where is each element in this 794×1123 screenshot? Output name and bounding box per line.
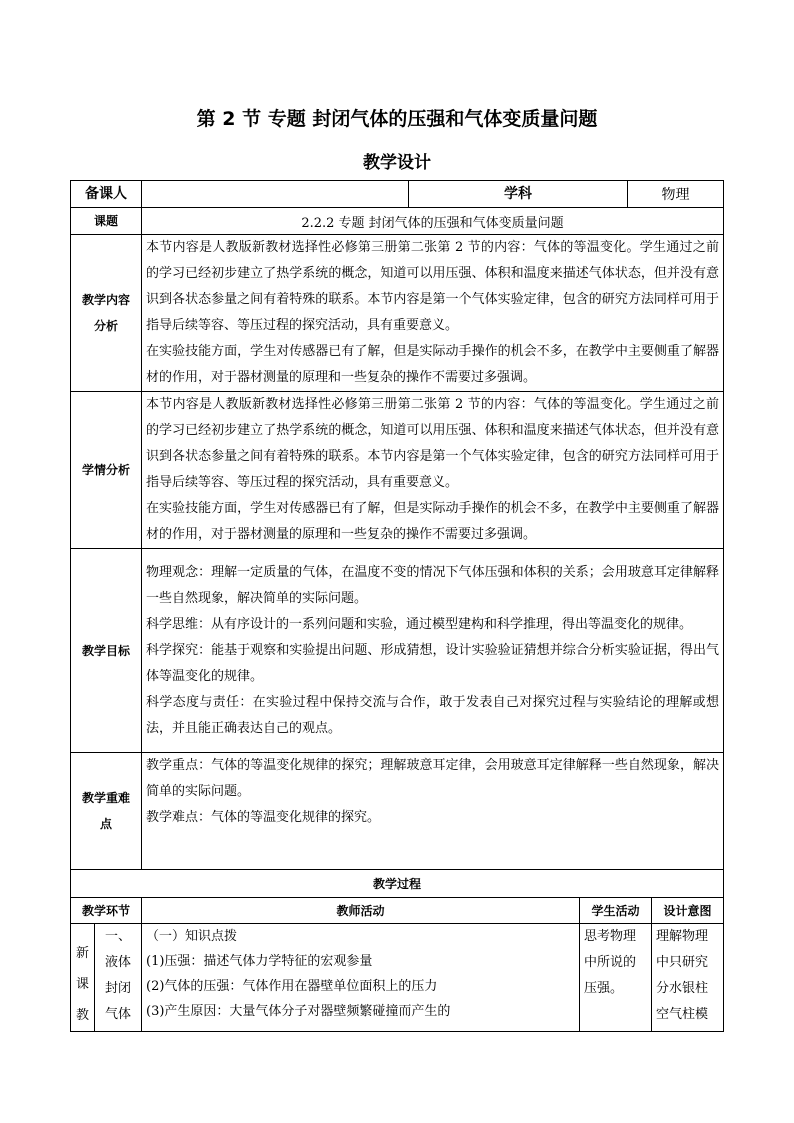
process-content-row xyxy=(71,924,724,1032)
paragraph: 本节内容是人教版新教材选择性必修第三册第二张第 2 节的内容：气体的等温变化。学生通过之前的学习已经初步建立了热学系统的概念，知道可以用压强、体积和温度来描述气体状态，但并没有意识到各状态参量之间有着特殊的联系。本节内容是第一个气体实验定律，包含的研究方法同样可用于指导后续等容、等压过程的探究活动，具有重要意义。 xyxy=(146,397,719,490)
header-student: 学生活动 xyxy=(580,898,652,924)
subject-label: 学科 xyxy=(409,181,628,208)
process-section-row xyxy=(71,870,724,898)
intent-line: 中只研究 xyxy=(656,955,709,970)
intent-line: 理解物理 xyxy=(656,929,709,944)
student-analysis-text xyxy=(142,392,724,549)
paragraph: 本节内容是人教版新教材选择性必修第三册第二张第 2 节的内容：气体的等温变化。学生通过之前的学习已经初步建立了热学系统的概念，知道可以用压强、体积和温度来描述气体状态，但并没有意识到各状态参量之间有着特殊的联系。本节内容是第一个气体实验定律，包含的研究方法同样可用于指导后续等容、等压过程的探究活动，具有重要意义。 xyxy=(146,240,719,333)
intent-line: 空气柱模 xyxy=(656,1007,709,1022)
stage-char: 课 xyxy=(75,977,89,992)
content-analysis-text xyxy=(142,235,724,392)
process-section-title: 教学过程 xyxy=(71,870,724,898)
teacher-line: (3)产生原因：大量气体分子对器壁频繁碰撞而产生的 xyxy=(146,1004,451,1019)
key-points-label-line2: 点 xyxy=(99,817,112,831)
paragraph: 科学思维：从有序设计的一系列问题和实验，通过模型建构和科学推理，得出等温变化的规律。 xyxy=(146,616,693,632)
student-line: 中所说的 xyxy=(584,955,637,970)
stage-text: 液体 xyxy=(104,955,131,970)
header-stage: 教学环节 xyxy=(71,898,142,924)
preparer-value xyxy=(142,181,409,208)
stage-char: 新 xyxy=(75,946,89,961)
process-header-row xyxy=(71,898,724,924)
student-line: 思考物理 xyxy=(584,929,637,944)
header-intent: 设计意图 xyxy=(652,898,724,924)
paragraph: 在实验技能方面，学生对传感器已有了解，但是实际动手操作的机会不多，在教学中主要侧重了解器材的作用，对于器材测量的原理和一些复杂的操作不需要过多强调。 xyxy=(146,501,719,542)
stage-text: 一、 xyxy=(104,929,131,944)
key-points-row xyxy=(71,753,724,870)
document-subtitle: 教学设计 xyxy=(363,153,431,173)
content-analysis-row xyxy=(71,235,724,392)
paragraph: 在实验技能方面，学生对传感器已有了解，但是实际动手操作的机会不多，在教学中主要侧重了解器材的作用，对于器材测量的原理和一些复杂的操作不需要过多强调。 xyxy=(146,344,719,385)
objectives-row xyxy=(71,549,724,753)
paragraph: 科学探究：能基于观察和实验提出问题、形成猜想，设计实验验证猜想并综合分析实验证据，得出气体等温变化的规律。 xyxy=(146,642,719,684)
content-analysis-label-line1: 教学内容 xyxy=(81,293,130,307)
paragraph: 教学重点：气体的等温变化规律的探究；理解玻意耳定律，会用玻意耳定律解释一些自然现象，解决简单的实际问题。 xyxy=(146,758,719,799)
student-analysis-row xyxy=(71,392,724,549)
intent-line: 分水银柱 xyxy=(656,981,709,996)
topic-label: 课题 xyxy=(71,208,142,235)
teacher-line: (1)压强：描述气体力学特征的宏观参量 xyxy=(146,954,373,969)
stage-column-1 xyxy=(71,924,95,1032)
objectives-text xyxy=(142,549,724,753)
topic-value: 2.2.2 专题 封闭气体的压强和气体变质量问题 xyxy=(142,208,724,235)
stage-text: 气体 xyxy=(104,1007,131,1022)
content-analysis-label xyxy=(71,235,142,392)
design-intent xyxy=(652,924,724,1032)
info-row-preparer xyxy=(71,181,724,208)
stage-text: 封闭 xyxy=(104,981,131,996)
content-analysis-label-line2: 分析 xyxy=(93,319,118,333)
objectives-label: 教学目标 xyxy=(71,549,142,753)
paragraph: 物理观念：理解一定质量的气体，在温度不变的情况下气体压强和体积的关系；会用玻意耳定律解释一些自然现象，解决简单的实际问题。 xyxy=(146,564,719,606)
teacher-line: (2)气体的压强：气体作用在器壁单位面积上的压力 xyxy=(146,979,438,994)
lesson-design-table xyxy=(70,180,724,1032)
stage-char: 教 xyxy=(75,1008,89,1023)
preparer-label: 备课人 xyxy=(71,181,142,208)
info-row-topic xyxy=(71,208,724,235)
teacher-line: （一）知识点拨 xyxy=(146,929,238,944)
document-title: 第 2 节 专题 封闭气体的压强和气体变质量问题 xyxy=(196,108,598,130)
key-points-label-line1: 教学重难 xyxy=(81,791,130,805)
paragraph: 科学态度与责任：在实验过程中保持交流与合作，敢于发表自己对探究过程与实验结论的理解或想法，并且能正确表达自己的观点。 xyxy=(146,694,719,736)
student-analysis-label: 学情分析 xyxy=(71,392,142,549)
student-line: 压强。 xyxy=(584,981,624,996)
header-teacher: 教师活动 xyxy=(142,898,580,924)
student-activity xyxy=(580,924,652,1032)
subject-value: 物理 xyxy=(628,181,724,208)
paragraph: 教学难点：气体的等温变化规律的探究。 xyxy=(146,810,381,825)
stage-column-2 xyxy=(95,924,142,1032)
key-points-text xyxy=(142,753,724,870)
key-points-label xyxy=(71,753,142,870)
teacher-activity xyxy=(142,924,580,1032)
